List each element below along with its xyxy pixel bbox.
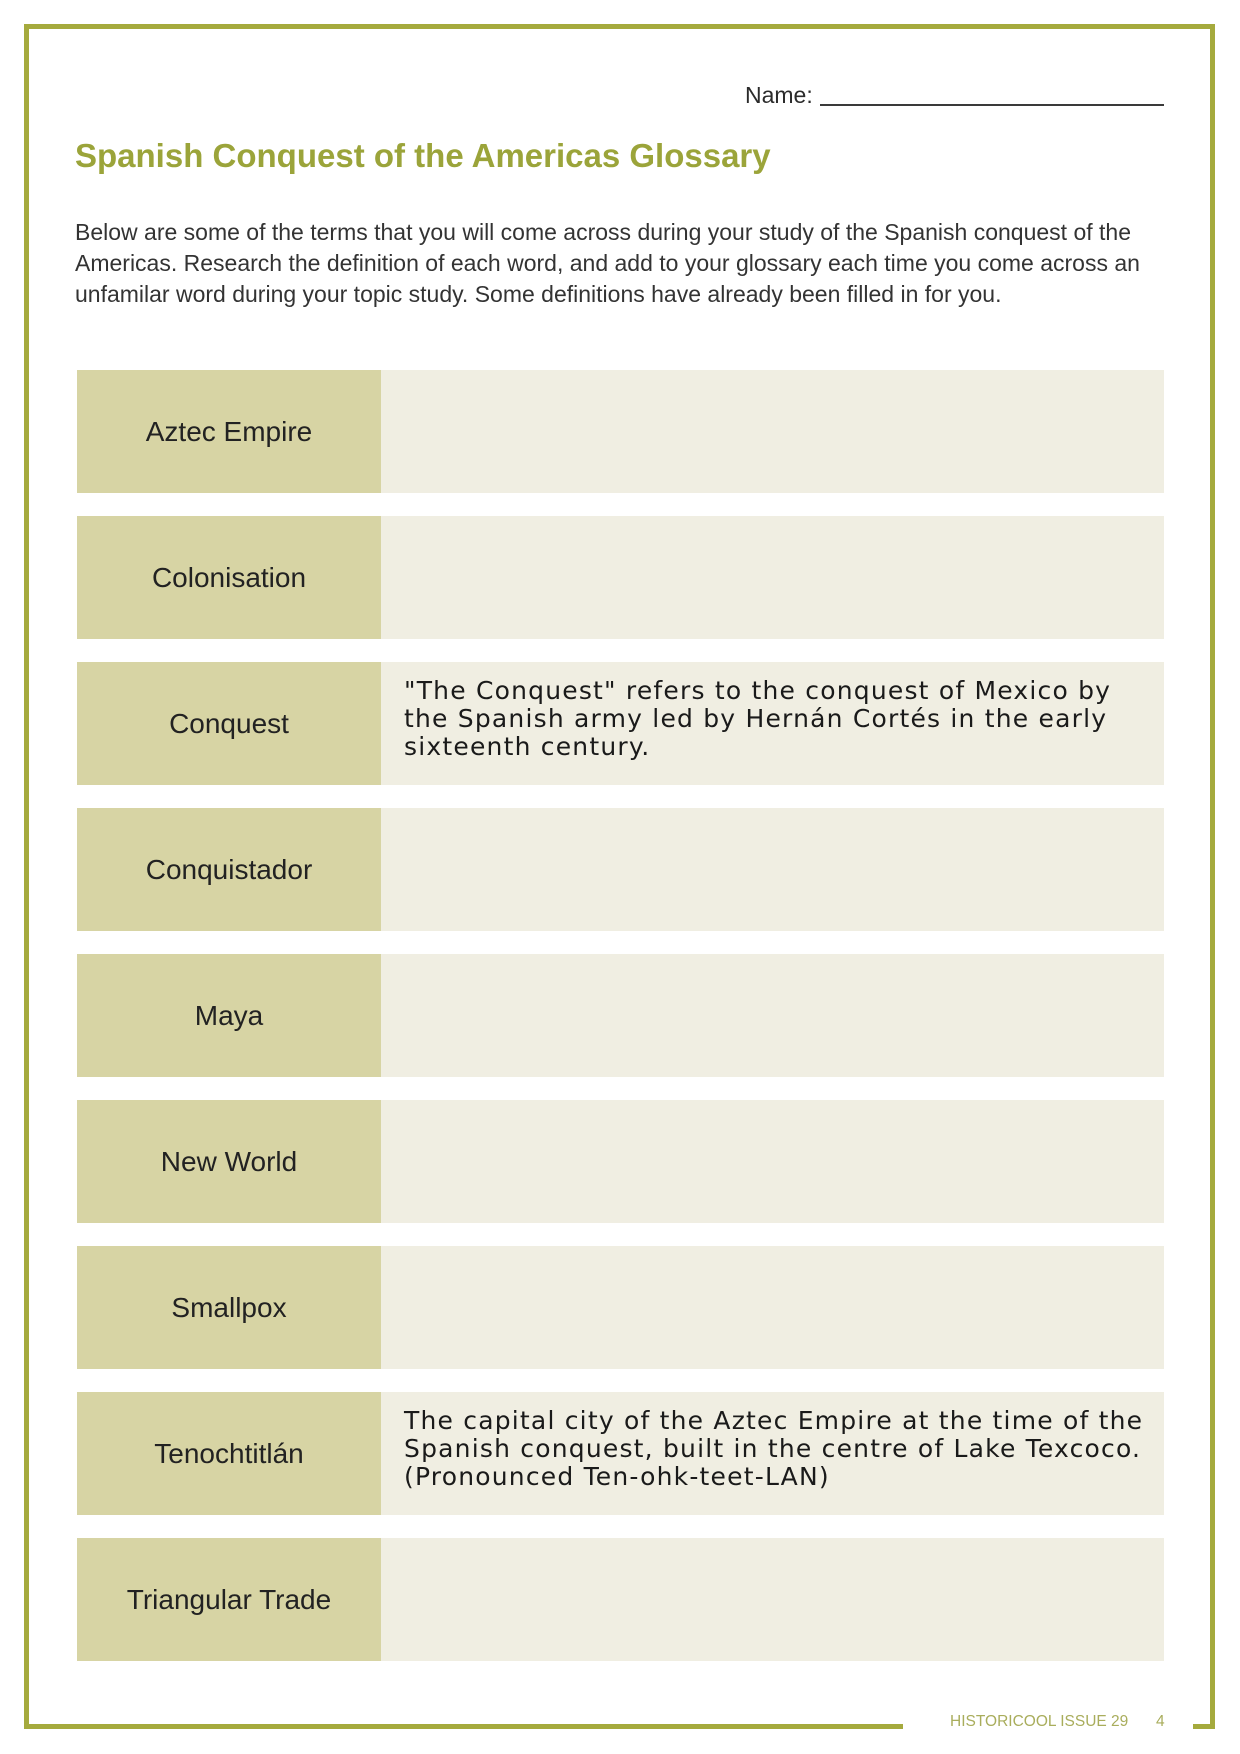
- term-cell: [77, 1100, 381, 1223]
- glossary-row: [77, 516, 1164, 639]
- definition-cell: [381, 662, 1164, 785]
- glossary-row: [77, 1100, 1164, 1223]
- definition-line: Spanish conquest, built in the centre of Lake Texcoco.: [404, 1434, 1142, 1463]
- glossary-row: [77, 662, 1164, 785]
- term-label: Conquest: [169, 707, 289, 739]
- term-cell: [77, 1392, 381, 1515]
- term-label: New World: [160, 1145, 298, 1177]
- term-cell: [77, 954, 381, 1077]
- term-label: Aztec Empire: [145, 415, 313, 447]
- glossary-table: [77, 370, 1164, 1661]
- definition-cell: [381, 516, 1164, 639]
- term-label: Tenochtitlán: [154, 1437, 304, 1469]
- term-cell: [77, 370, 381, 493]
- term-cell: [77, 1538, 381, 1661]
- glossary-row: [77, 808, 1164, 931]
- definition-line: the Spanish army led by Hernán Cortés in the early: [404, 704, 1108, 733]
- intro-paragraph: Below are some of the terms that you will come across during your study of the Spanish conquest of the Americas. Research the definition of each word, and add to your glossary each time you come across an unfamilar word during your topic study. Some definitions have already been filled in for you.: [75, 219, 1140, 307]
- page-border-bottom-right: [1193, 1724, 1215, 1729]
- term-label: Triangular Trade: [126, 1583, 332, 1615]
- name-field-line: [820, 104, 1164, 106]
- definition-line: "The Conquest" refers to the conquest of Mexico by: [404, 676, 1112, 705]
- name-label: Name:: [745, 82, 813, 108]
- definition-cell: [381, 954, 1164, 1077]
- glossary-row: [77, 1392, 1164, 1515]
- page-border-bottom-left: [24, 1724, 903, 1729]
- definition-line: The capital city of the Aztec Empire at the time of the: [404, 1406, 1144, 1435]
- definition-cell: [381, 1538, 1164, 1661]
- glossary-row: [77, 1538, 1164, 1661]
- footer-publication: HISTORICOOL ISSUE 29: [950, 1713, 1129, 1730]
- term-label: Colonisation: [151, 561, 307, 593]
- term-cell: [77, 516, 381, 639]
- term-label: Maya: [194, 999, 264, 1031]
- definition-line: sixteenth century.: [404, 732, 651, 761]
- definition-cell: [381, 370, 1164, 493]
- term-cell: [77, 662, 381, 785]
- glossary-row: [77, 370, 1164, 493]
- glossary-row: [77, 954, 1164, 1077]
- glossary-row: [77, 1246, 1164, 1369]
- term-cell: [77, 1246, 381, 1369]
- definition-cell: [381, 808, 1164, 931]
- page-number: 4: [1156, 1713, 1165, 1730]
- definition-cell: [381, 1246, 1164, 1369]
- definition-line: (Pronounced Ten-ohk-teet-LAN): [404, 1462, 830, 1491]
- term-cell: [77, 808, 381, 931]
- page-title: Spanish Conquest of the Americas Glossary: [75, 137, 771, 174]
- term-label: Conquistador: [145, 853, 313, 885]
- term-label: Smallpox: [171, 1291, 287, 1323]
- definition-cell: [381, 1100, 1164, 1223]
- definition-cell: [381, 1392, 1164, 1515]
